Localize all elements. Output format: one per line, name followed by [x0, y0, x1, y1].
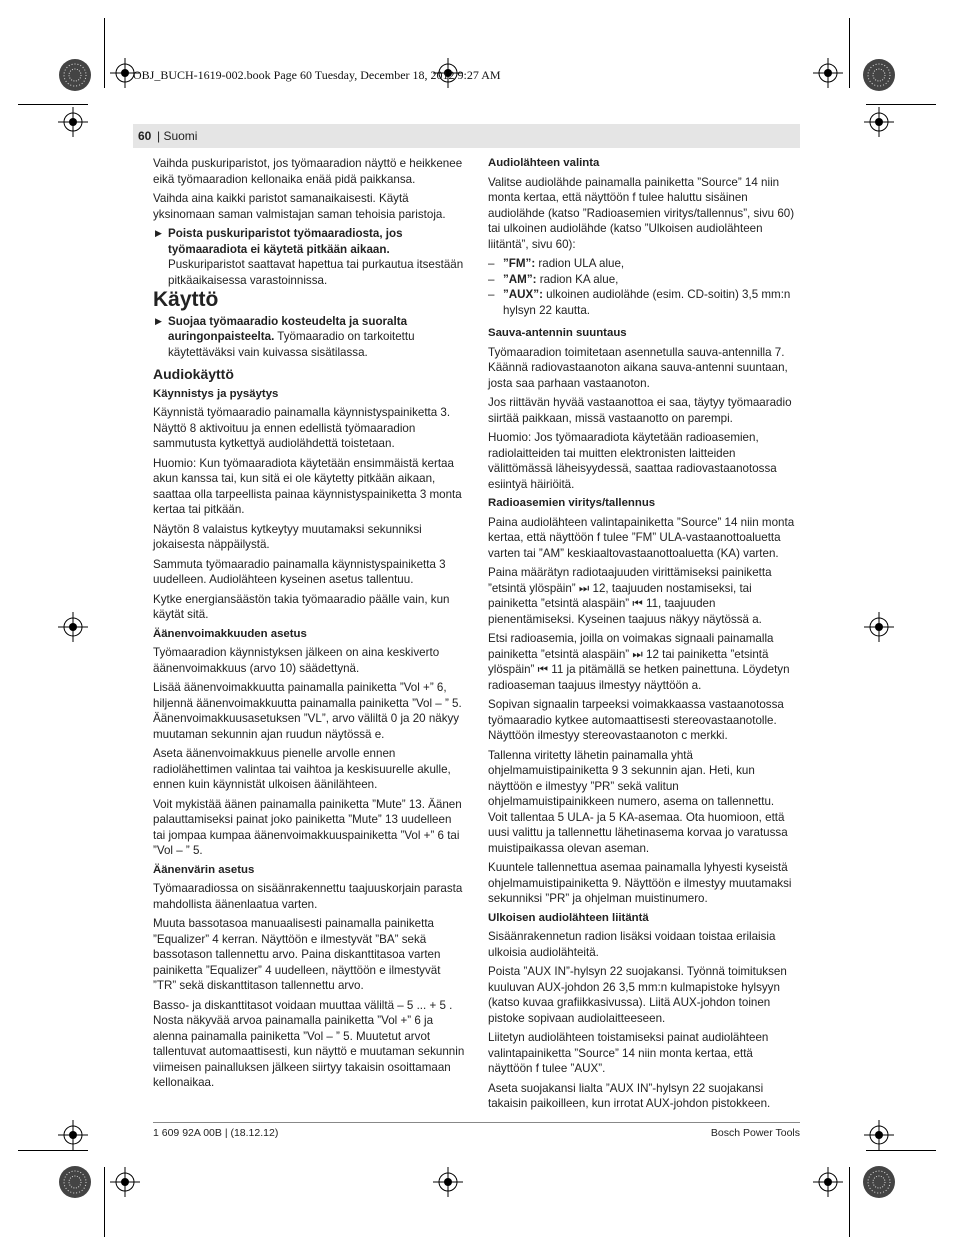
registration-crosshair-icon [58, 1120, 88, 1150]
triangle-bullet-icon: ▶ [155, 228, 162, 238]
paragraph: Kuuntele tallennettua asemaa painamalla lyhyesti kyseistä ohjelmamuistipainiketta 9. Näyttöön e ilmestyy muutamaksi sekunniksi ”PR” ja ohjelman muistinumero. [488, 861, 792, 905]
paragraph: Työmaaradiossa on sisäänrakennettu taajuuskorjain parasta mahdollista äänenlaatua varten. [153, 882, 463, 911]
paragraph: Sisäänrakennetun radion lisäksi voidaan toistaa erilaisia ulkoisia audiolähteitä. [488, 930, 776, 959]
registration-crosshair-icon [864, 612, 894, 642]
paragraph: Aseta äänenvoimakkuus pienelle arvolle ennen radiolähettimen valintaa tai vaihtoa ja keskisuurelle akulle, ennen kuin käynnistät ulkoisen äänilähteen. [153, 747, 451, 791]
registration-crosshair-icon [433, 1167, 463, 1197]
registration-crosshair-icon [58, 612, 88, 642]
paragraph: Lisää äänenvoimakkuutta painamalla painiketta ”Vol +” 6, hiljennä äänenvoimakkuutta painamalla painiketta ”Vol – ” 5. Äänenvoimakkuusasetuksen ”VL”, arvo väliltä 0 ja 20 näkyy muutaman sekunnin ajan ruudun näytössä e. [153, 681, 462, 741]
page-number: 60 [138, 129, 152, 143]
paragraph: Valitse audiolähde painamalla painiketta ”Source” 14 niin monta kertaa, että näyttöön f tulee haluttu sisäinen audiolähde (katso ”Radioasemien viritys/tallennus”, sivu 60) tai ulkoinen audiolähde (katso ”Ulkoisen audiolähteen liitäntä”, sivu 60): [488, 175, 795, 251]
footer-brand: Bosch Power Tools [710, 1127, 800, 1139]
bullet-bold: Poista puskuriparistot työmaaradiosta, jos työmaaradiota ei käytetä pitkään aikaan. [168, 227, 403, 256]
paragraph: Liitetyn audiolähteen toistamiseksi painat audiolähteen valintapainiketta ”Source” 14 niin monta kertaa, että näyttöön f tulee ”AUX”. [488, 1031, 769, 1075]
paragraph: Tallenna viritetty lähetin painamalla yhtä ohjelmamuistipainiketta 9 3 sekunnin ajan. Heti, kun näyttöön e ilmestyy ”PR” sekä valitun ohjelmamuistipainikkeen numero, asema on tallennettu. [488, 748, 775, 808]
left-column [153, 156, 465, 1095]
paragraph: Etsi radioasemia, joilla on voimakas signaali painamalla painiketta ”etsintä alaspäin” ⏭ 12 tai painiketta ”etsintä ylöspäin” ⏮ 11 ja pitämällä se hetken painettuna. Löydetyn radioaseman taajuus ilmestyy näyttöön a. [488, 632, 790, 692]
paragraph: Voit mykistää äänen painamalla painiketta ”Mute” 13. Äänen palauttamiseksi painat joko painiketta ”Mute” 13 uudelleen tai jompaa kumpaa äänenvoimakkuuspainiketta ”Vol +” 6 tai ”Vol – ” 5. [153, 797, 462, 857]
paragraph: Sopivan signaalin tarpeeksi voimakkaassa vastaanotossa työmaaradio kytkee automaattisesti stereovastaanotolle. Näyttöön ilmestyy stereovastaanoton c merkki. [488, 698, 784, 742]
registration-crosshair-icon [58, 107, 88, 137]
trim-mark [104, 1167, 105, 1237]
footer-rule [153, 1122, 800, 1123]
dash-item: – ”FM”: radion ULA alue, [488, 257, 625, 270]
trim-mark [18, 1150, 88, 1151]
registration-crosshair-icon [110, 1167, 140, 1197]
paragraph: Työmaaradion käynnistyksen jälkeen on aina keskiverto äänenvoimakkuus (arvo 10) säädettynä. [153, 646, 440, 675]
paragraph: Aseta suojakansi lialta ”AUX IN”-hylsyn 22 suojakansi takaisin paikoilleen, kun irrotat AUX-johdon pistokkeen. [488, 1081, 771, 1110]
section-name: | Suomi [157, 129, 198, 143]
book-info-line: OBJ_BUCH-1619-002.book Page 60 Tuesday, December 18, 2012 9:27 AM [133, 68, 501, 82]
paragraph: Poista ”AUX IN”-hylsyn 22 suojakansi. Työnnä toimituksen kuuluvan AUX-johdon 26 3,5 mm:n kulmapistoke hylsyyn (katso kuvaa grafiikkasivussa). Liitä AUX-johdon toinen pistoke sopivaan audiolaitteeseen. [488, 965, 787, 1025]
heading-sauva-antenni: Sauva-antennin suuntaus [488, 327, 627, 339]
paragraph: Voit tallentaa 5 ULA- ja 5 KA-asemaa. Ota huomioon, että uusi valittu ja tallennettu lähetinasema korvaa jo varatussa muistipaikassa olevan aseman. [488, 810, 788, 855]
trim-mark [18, 104, 88, 105]
paragraph: Kytke energiansäästön takia työmaaradio päälle vain, kun käytät sitä. [153, 592, 450, 621]
registration-starburst-icon [58, 58, 92, 92]
registration-starburst-icon [862, 1165, 896, 1199]
paragraph: Paina audiolähteen valintapainiketta ”Source” 14 niin monta kertaa, että näyttöön f tulee ”FM” ULA-vastaanottoaluetta varten tai ”AM” keskiaaltovastaanottoaluetta (KA) varten. [488, 515, 795, 560]
trim-mark [104, 18, 105, 88]
heading-kaynnistys: Käynnistys ja pysäytys [153, 387, 279, 400]
dash-item: – ”AM”: radion KA alue, [488, 272, 619, 286]
paragraph: Vaihda aina kaikki paristot samanaikaisesti. Käytä yksinomaan saman valmistajan saman tehoisia paristoja. [153, 192, 446, 221]
trim-mark [866, 1150, 936, 1151]
registration-crosshair-icon [813, 1167, 843, 1197]
bullet-bold: Suojaa työmaaradio kosteudelta ja suoralta auringonpaisteelta. [168, 314, 408, 343]
paragraph: Jos riittävän hyvää vastaanottoa ei saa, täytyy työmaaradio siirtää paikkaan, missä vastaanotto on parempi. [488, 396, 792, 425]
paragraph: Muuta bassotasoa manuaalisesti painamalla painiketta ”Equalizer” 4 kerran. Näyttöön e ilmestyvät ”BA” sekä bassotason tallennettu arvo. Paina diskanttitasoa varten painiketta ”Equalizer” 4 uudelleen, näyttöön e ilmestyvät ”TR” sekä diskanttitason tallennettu arvo. [153, 917, 441, 992]
heading-kaytto: Käyttö [153, 288, 219, 311]
paragraph: Näytön 8 valaistus kytkeytyy muutamaksi sekunniksi jokaisesta näppäilystä. [153, 522, 422, 551]
registration-starburst-icon [58, 1165, 92, 1199]
heading-radioasemien-viritys: Radioasemien viritys/tallennus [488, 497, 656, 509]
bullet-text: Työmaaradio on tarkoitettu käytettäväksi vain kuivassa sisätilassa. [168, 330, 415, 359]
triangle-bullet-icon: ▶ [155, 315, 162, 326]
paragraph: Basso- ja diskanttitasot voidaan muuttaa väliltä – 5 ... + 5 . Nosta näkyvää arvoa painamalla painiketta ”Vol +” 6 ja alenna painamalla painiketta ”Vol – ” 5. Muutetut arvot tallentuvat automaattisesti, kun näyttö e muutaman sekunnin viimeisen painalluksen jälkeen siirtyy takaisin osoittamaan kellonaikaa. [153, 998, 465, 1089]
registration-crosshair-icon [813, 58, 843, 88]
heading-aanenvari: Äänenvärin asetus [153, 863, 255, 876]
heading-audiolahteen-valinta: Audiolähteen valinta [488, 157, 600, 169]
paragraph: Käynnistä työmaaradio painamalla käynnistyspainiketta 3. Näyttö 8 aktivoituu ja ennen edellistä työmaaradion sammutusta kytkettyä audiolähdettä toistetaan. [153, 406, 451, 450]
heading-audiokaytto: Audiokäyttö [153, 366, 234, 382]
paragraph: Sammuta työmaaradio painamalla käynnistyspainiketta 3 uudelleen. Audiolähteen kyseinen asetus tallentuu. [153, 557, 446, 586]
bullet-item [153, 226, 465, 288]
registration-crosshair-icon [864, 1120, 894, 1150]
paragraph: Vaihda puskuriparistot, jos työmaaradion näyttö e heikkenee eikä työmaaradion kellonaika enää pidä paikkansa. [153, 157, 463, 186]
right-column [488, 156, 800, 1116]
bullet-text: Puskuriparistot saattavat hapettua tai purkautua itsestään pitkäaikaisessa varastoinnissa. [168, 258, 464, 287]
heading-aanenvoimakkuus: Äänenvoimakkuuden asetus [153, 627, 307, 640]
paragraph: Huomio: Jos työmaaradiota käytetään radioasemien, radiolaitteiden tai muitten elektronisten laitteiden välittömässä läheisyydessä, saattaa radiovastaanotossa esiintyä häiriöitä. [488, 431, 777, 491]
trim-mark [849, 18, 850, 88]
trim-mark [866, 104, 936, 105]
paragraph: Huomio: Kun työmaaradiota käytetään ensimmäistä kertaa akun kanssa tai, kun sitä ei ole käytetty pitkään aikaan, saattaa olla tarpeellista painaa käynnistyspainiketta 3 monta kertaa tai pitkään. [153, 456, 462, 516]
registration-starburst-icon [862, 58, 896, 92]
paragraph: Paina määrätyn radiotaajuuden virittämiseksi painiketta ”etsintä ylöspäin” ⏭ 12, taajuuden nostamiseksi, tai painiketta ”etsintä alaspäin” ⏮ 11, taajuuden pienentämiseksi. Kyseinen taajuus näkyy näytössä a. [488, 566, 772, 626]
dash-item: – ”AUX”: ulkoinen audiolähde (esim. CD-soitin) 3,5 mm:n hylsyn 22 kautta. [488, 288, 791, 317]
page-header [133, 124, 800, 148]
heading-ulkoinen-audiolahde: Ulkoisen audiolähteen liitäntä [488, 911, 649, 924]
footer-doc-number: 1 609 92A 00B | (18.12.12) [153, 1127, 279, 1139]
paragraph: Työmaaradion toimitetaan asennetulla sauva-antennilla 7. Käännä radiovastaanoton aikana sauva-antenni suuntaan, josta saa parhaan vastaanoton. [488, 345, 788, 390]
trim-mark [849, 1167, 850, 1237]
bullet-item [153, 314, 465, 361]
registration-crosshair-icon [864, 107, 894, 137]
